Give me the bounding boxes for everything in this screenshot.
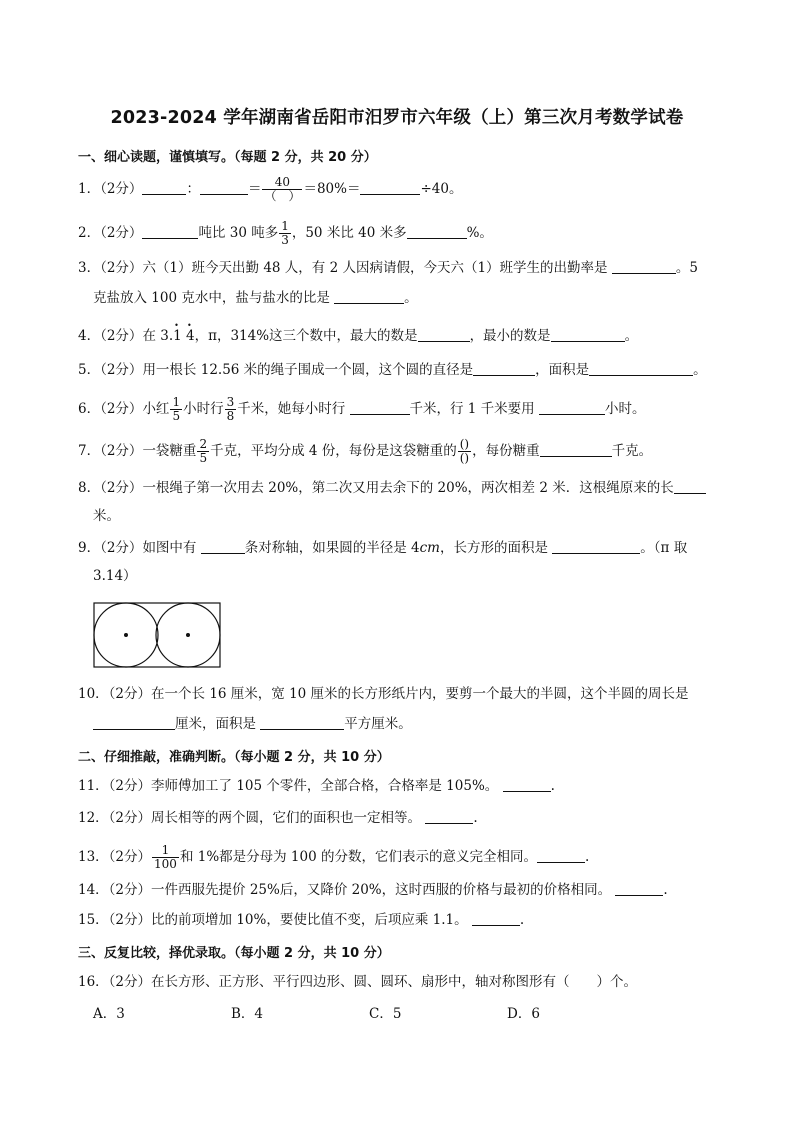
answer-blank[interactable] — [503, 777, 551, 792]
question-14: 14．（2分）一件西服先提价 25%后，又降价 20%，这时西服的价格与最初的价格相同。 . — [78, 882, 668, 898]
rectangle — [94, 603, 220, 667]
question-4: 4．（2分）在 3.• 1 • 4，π，314%这三个数中，最大的数是 ，最小的数是 。 — [78, 326, 638, 346]
question-16-options — [93, 1004, 645, 1024]
question-12: 12．（2分）周长相等的两个圆，它们的面积也一定相等。 . — [78, 810, 478, 826]
question-13: 13．（2分） $\frac{1}{100}$ 和 1%都是分母为 100 的分数，它们表示的意义完全相同。 . — [78, 843, 590, 871]
question-1: 1．（2分） ： ＝ $\frac{40}{( )}$ ＝80%＝ ÷40。 — [78, 175, 463, 203]
repeating-digit: • 1 — [173, 326, 182, 346]
answer-blank[interactable] — [93, 715, 175, 730]
section-1-heading: 一、细心读题，谨慎填写。（每题 2 分，共 20 分） — [78, 150, 377, 165]
fraction-blank[interactable]: $\frac{()}{()}$ — [459, 437, 470, 465]
answer-blank[interactable] — [540, 442, 612, 457]
answer-blank[interactable] — [612, 259, 676, 274]
answer-blank[interactable] — [537, 848, 585, 863]
question-3-cont: 克盐放入 100 克水中，盐与盐水的比是 。 — [93, 290, 418, 306]
fraction: $\frac{1}{3}$ — [281, 219, 289, 247]
question-8-cont: 米。 — [93, 508, 120, 524]
answer-blank[interactable] — [539, 400, 605, 415]
option-d[interactable]: D．6 — [507, 1006, 540, 1022]
answer-blank[interactable] — [615, 881, 663, 896]
answer-blank[interactable] — [142, 224, 198, 239]
section-3-heading: 三、反复比较，择优录取。（每小题 2 分，共 10 分） — [78, 946, 390, 961]
fraction: $\frac{3}{8}$ — [226, 395, 235, 423]
answer-blank[interactable] — [472, 911, 520, 926]
answer-blank[interactable] — [407, 224, 467, 239]
answer-blank[interactable] — [142, 180, 186, 195]
option-b[interactable]: B．4 — [231, 1006, 264, 1022]
fraction: $\frac{40}{( )}$ — [264, 175, 301, 203]
answer-blank[interactable] — [360, 180, 420, 195]
question-6: 6．（2分）小红 $\frac{1}{5}$ 小时行 $\frac{3}{8}$ 千米，她每小时行 千米，行 1 千米要用 小时。 — [78, 395, 646, 423]
answer-blank[interactable] — [201, 539, 245, 554]
question-9-cont: 3.14） — [93, 568, 137, 584]
answer-blank[interactable] — [350, 400, 410, 415]
answer-blank[interactable] — [589, 361, 693, 376]
question-10-cont: 厘米，面积是 平方厘米。 — [93, 714, 412, 734]
page-title: 2023-2024 学年湖南省岳阳市汨罗市六年级（上）第三次月考数学试卷 — [110, 108, 684, 128]
question-2: 2．（2分） 吨比 30 吨多 $\frac{1}{3}$ ，50 米比 40 米多 %。 — [78, 219, 493, 247]
right-center-dot — [186, 633, 190, 637]
answer-blank[interactable] — [551, 327, 625, 342]
answer-blank[interactable] — [674, 479, 706, 494]
fraction: $\frac{1}{100}$ — [154, 843, 177, 871]
fraction: $\frac{2}{5}$ — [199, 437, 208, 465]
answer-blank[interactable] — [334, 289, 404, 304]
answer-blank[interactable] — [473, 361, 535, 376]
left-center-dot — [124, 633, 128, 637]
question-8: 8．（2分）一根绳子第一次用去 20%，第二次又用去余下的 20%，两次相差 2 米．这根绳原来的长 — [78, 478, 706, 498]
question-3: 3．（2分）六（1）班今天出勤 48 人，有 2 人因病请假，今天六（1）班学生的出勤率是 。5 — [78, 260, 698, 276]
question-15: 15．（2分）比的前项增加 10%，要使比值不变，后项应乘 1.1。 . — [78, 912, 525, 928]
answer-blank[interactable] — [552, 539, 640, 554]
question-16: 16．（2分）在长方形、正方形、平行四边形、圆、圆环、扇形中，轴对称图形有（ ）个。 — [78, 974, 638, 990]
question-9: 9．（2分）如图中有 条对称轴，如果圆的半径是 4cm，长方形的面积是 。（π 取 — [78, 540, 688, 556]
answer-blank[interactable] — [200, 180, 248, 195]
repeating-digit: • 4 — [186, 326, 195, 346]
option-c[interactable]: C．5 — [369, 1006, 402, 1022]
option-a[interactable]: A．3 — [93, 1006, 125, 1022]
question-5: 5．（2分）用一根长 12.56 米的绳子围成一个圆，这个圆的直径是 ，面积是 。 — [78, 362, 707, 378]
fraction: $\frac{1}{5}$ — [172, 395, 181, 423]
section-2-heading: 二、仔细推敲，准确判断。（每小题 2 分，共 10 分） — [78, 750, 390, 765]
answer-blank[interactable] — [260, 715, 344, 730]
answer-blank[interactable] — [418, 327, 470, 342]
question-7: 7．（2分）一袋糖重 $\frac{2}{5}$ 千克，平均分成 4 份，每份是这袋糖重的 $\frac{()}{()}$ ，每份糖重 千克。 — [78, 437, 653, 465]
answer-blank[interactable] — [425, 809, 473, 824]
question-10: 10．（2分）在一个长 16 厘米，宽 10 厘米的长方形纸片内，要剪一个最大的半圆，这个半圆的周长是 — [78, 686, 689, 702]
figure-rectangle-two-circles — [93, 602, 223, 670]
question-11: 11．（2分）李师傅加工了 105 个零件，全部合格，合格率是 105%。 . — [78, 778, 555, 794]
